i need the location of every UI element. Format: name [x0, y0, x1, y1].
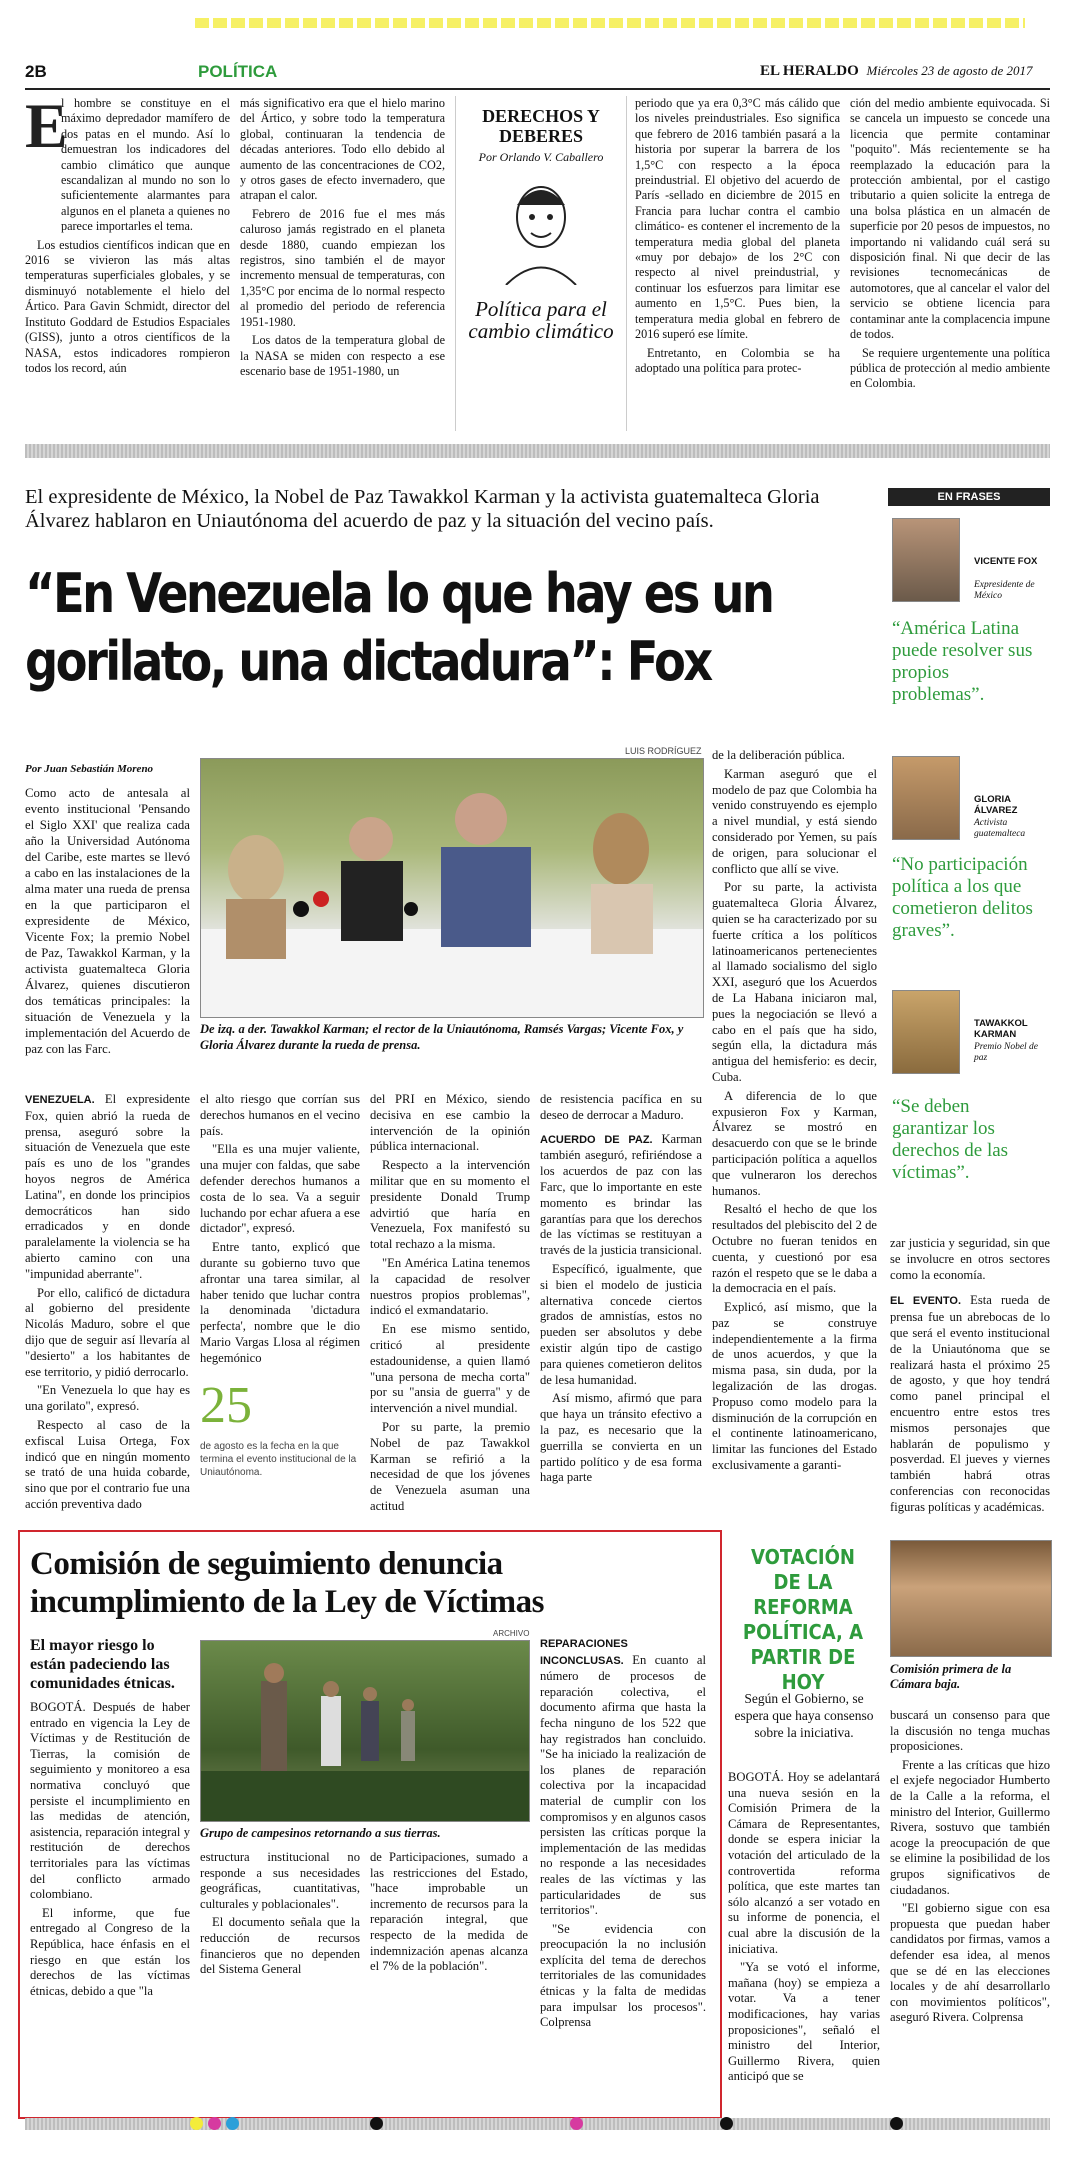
paragraph: BOGOTÁ. Hoy se adelantará una nueva sesión en la Comisión Primera de la Cámara de Representantes, donde se espera iniciar la votación del articulado de la controvertida reforma política, que este martes tan sólo alcanzó a ser votado en su informe de ponencia, el cual abre la discusión de la iniciativa.: [728, 1770, 880, 1956]
big-number: 25: [200, 1377, 252, 1434]
votacion-headline: VOTACIÓN DE LA REFORMA POLÍTICA, A PARTIR DE HOY: [742, 1545, 864, 1694]
paragraph: Como acto de antesala al evento institucional 'Pensando el Siglo XXI' que realiza cada año la Universidad Autónoma del Caribe, este martes se llevó a cabo en las instalaciones de la alma mater una rueda de prensa en la que participaron el expresidente de México, Vicente Fox; la premio Nobel de Paz, Tawakkol Karman, y la activista guatemalteca Gloria Álvarez, quienes discutieron dos temáticas principales: la situación de Venezuela y la implementación del Acuerdo de paz con las Farc.: [25, 786, 190, 1056]
victimas-caption: Grupo de campesinos retornando a sus tierras.: [200, 1826, 441, 1840]
comision-photo: [890, 1540, 1052, 1657]
issue-date: Miércoles 23 de agosto de 2017: [866, 63, 1033, 78]
portrait-alvarez: [892, 756, 960, 840]
paragraph: "Ya se votó el informe, mañana (hoy) se empieza a votar. Va a tener modificaciones, hay varias proposiciones", señaló el ministro del Interior, Guillermo Rivera, quien anticipó que se: [728, 1960, 880, 2084]
photo-credit: LUIS RODRÍGUEZ: [625, 746, 702, 756]
victimas-photo-credit: ARCHIVO: [493, 1629, 530, 1638]
paragraph-text: El expresidente Fox, quien abrió la rueda de prensa, aseguró sobre la situación de Venezuela que este país es uno de los "grandes hoyos negros de América Latina", en donde los principios democráticos han sido erradicados y en donde paralelamente la violencia se ha abierto camino con una "impunidad aberrante".: [25, 1092, 190, 1281]
paragraph: Resaltó el hecho de que los resultados del plebiscito del 2 de Octubre no fueran tenidos en cuenta, y cuestionó por esa razón el respeto que se le daba a la democracia en el país.: [712, 1202, 877, 1296]
column-text-1: [25, 90, 230, 379]
photo-caption: De izq. a der. Tawakkol Karman; el rector de la Uniautónoma, Ramsés Vargas; Vicente Fox, y Gloria Álvarez durante la rueda de prensa.: [200, 1022, 684, 1052]
votacion-col-1: [728, 1770, 880, 2088]
paragraph: Karman aseguró que el modelo de paz que Colombia ha venido construyendo es ejemplo a nivel mundial, y está siendo considerado por Yemen, su país de origen, para solucionar el conflicto que allí se vive.: [712, 766, 877, 876]
frase-role: Expresidente de México: [974, 580, 1035, 601]
frases-continuation: [890, 1236, 1050, 1519]
top-color-strip: [195, 18, 1025, 28]
frase-item-fox: [888, 506, 1050, 756]
paragraph: Explicó, así mismo, que la paz se construye independientemente a la firma de unos acuerdos, y que la misma pasa, sin duda, por la legalización de las drogas. Propuso como modelo para la disminución de la corrupción en el continente latinoamericano, limitar las funciones del Estado exclusivamente a garanti-: [712, 1300, 877, 1473]
column-text-4: [635, 96, 840, 379]
farmers-photo: [200, 1640, 530, 1822]
paragraph: de Participaciones, sumado a las restricciones del Estado, "hace improbable un incremento de recursos para la reparación integral, que respecto de la medida de indemnización apenas alcanza el 7% de la población".: [370, 1850, 528, 1974]
opinion-subtitle: Política para el cambio climático: [468, 297, 614, 343]
section-lead: ACUERDO DE PAZ.: [540, 1133, 653, 1146]
column-text-2: [240, 96, 445, 382]
frase-quote: “América Latina puede resolver sus propios problemas”.: [892, 618, 1033, 705]
frase-quote: “No participación política a los que cometieron delitos graves”.: [892, 854, 1033, 941]
paragraph-text: En cuanto al número de procesos de reparación colectiva, el documento afirma que hasta la fecha ninguno de los 522 que hay registrados han concluido. "Se ha iniciado la realización de los planes de reparación colectiva por la incapacidad material de cumplir con los compromisos y en algunos casos persisten las críticas porque la implementación de las medidas no responde a las necesidades reales de las víctimas y las particularidades de sus territorios".: [540, 1652, 706, 1918]
paragraph: Respecto a la intervención militar que en su momento el presidente Donald Trump advirtió que haría en Venezuela, Fox manifestó su total rechazo a la misma.: [370, 1158, 530, 1252]
paper-name: EL HERALDO: [760, 63, 859, 79]
page-number: 2B: [25, 62, 47, 81]
section-lead: EL EVENTO.: [890, 1295, 961, 1308]
paragraph: "En Venezuela lo que hay es una gorilato", expresó.: [25, 1383, 190, 1414]
paragraph: del PRI en México, siendo decisiva en ese cambio la intervención de la opinión pública internacional.: [370, 1092, 530, 1154]
opinion-title: DERECHOS Y DEBERES: [482, 106, 600, 146]
frase-quote: “Se deben garantizar los derechos de las víctimas”.: [892, 1096, 1009, 1183]
paragraph: [540, 1132, 702, 1259]
paragraph: de la deliberación pública.: [712, 748, 845, 762]
color-dot: [890, 2117, 903, 2130]
paragraph: Por ello, calificó de dictadura al gobierno del presidente Nicolás Maduro, sobre el que dijo que de seguir así llevaría al "desierto" a los habitantes de ese territorio, y pidió derrocarlo.: [25, 1285, 190, 1379]
paragraph: Frente a las críticas que hizo el exjefe negociador Humberto de la Calle a la reforma, el ministro del Interior, Guillermo Rivera, sostuvo que también acoge la preocupación de que se elimine la posibilidad de los grupos significativos de ciudadanos.: [890, 1757, 1050, 1897]
frase-name: VICENTE FOX: [974, 556, 1038, 567]
paragraph: El documento señala que la reducción de recursos financieros que no dependen del Sistema General: [200, 1915, 360, 1977]
paragraph: Específicó, igualmente, que si bien el modelo de justicia alternativa concede ciertos grados de amnistías, estos no pueden ser absolutos y debe existir algún tipo de castigo para quienes cometieron delitos de lesa humanidad.: [540, 1261, 702, 1387]
column-text-5: [850, 96, 1050, 395]
color-dot: [226, 2117, 239, 2130]
frases-title: EN FRASES: [888, 488, 1050, 506]
newspaper-name: [760, 63, 1033, 80]
frase-name: TAWAKKOL KARMAN: [974, 1018, 1028, 1040]
paragraph: Entre tanto, explicó que durante su gobierno tuvo que afrontar una tarea similar, al haber tenido que luchar contra la denominada 'dictadura perfecta', nombre que le dio Mario Vargas Llosa al régimen hegemónico: [200, 1240, 360, 1365]
paragraph: Febrero de 2016 fue el mes más caluroso jamás registrado en el planeta desde 1880, cuando empiezan los registros, sino también el de mayor incremento mensual de temperaturas, con 1,35°C por encima de lo normal respecto al promedio del periodo de referencia 1951-1980.: [240, 206, 445, 329]
body-col-3: [370, 1092, 530, 1518]
paragraph: Se requiere urgentemente una política pública de protección al medio ambiente en Colombia.: [850, 345, 1050, 391]
frase-item-alvarez: [888, 756, 1050, 996]
paragraph: [25, 1092, 190, 1283]
color-dot: [570, 2117, 583, 2130]
paragraph: El informe, que fue entregado al Congreso de la República, hace énfasis en el riesgo en que están los derechos de las víctimas étnicas, debido a que "la: [30, 1905, 190, 1998]
kicker: El expresidente de México, la Nobel de Paz Tawakkol Karman y la activista guatemalteca Gloria Álvarez hablaron en Uniautónoma del acuerdo de paz y la situación del vecino país.: [25, 486, 820, 532]
paragraph: Respecto al caso de la exfiscal Luisa Ortega, Fox indicó que en ningún momento se trató de una huida cobarde, sino que por el contrario fue una acción preventiva dado: [25, 1417, 190, 1511]
photo-figures: [201, 759, 703, 1017]
paragraph: A diferencia de lo que expusieron Fox y Karman, Álvarez se mostró en desacuerdo con que se le brinde participación política a aquellos que vulneraron los derechos humanos.: [712, 1088, 877, 1198]
registration-marks: [190, 2117, 1050, 2131]
photo-figures: [201, 1641, 529, 1821]
section-lead: VENEZUELA.: [25, 1094, 95, 1106]
votacion-deck: Según el Gobierno, se espera que haya consenso sobre la iniciativa.: [734, 1691, 874, 1740]
votacion-caption: Comisión primera de la Cámara baja.: [890, 1662, 1012, 1691]
frases-sidebar: [888, 488, 1050, 1216]
opinion-box: [455, 96, 627, 431]
paragraph: Entretanto, en Colombia se ha adoptado una política para protec-: [635, 345, 840, 375]
paragraph: En ese mismo sentido, criticó al presidente estadounidense, a quien llamó "una persona de mecha corta" por su "ansia de guerra" y de intervención a nivel mundial.: [370, 1322, 530, 1416]
big-number-text: de agosto es la fecha en la que termina el evento institucional de la Uniautónoma.: [200, 1441, 357, 1478]
paragraph: "En América Latina tenemos la capacidad de resolver nuestros propios problemas", indicó el exmandatario.: [370, 1255, 530, 1318]
frase-role: Activista guatemalteca: [974, 818, 1026, 839]
portrait-fox: [892, 518, 960, 602]
paragraph: Los datos de la temperatura global de la NASA se miden con respecto a ese escenario base de 1951-1980, un: [240, 333, 445, 378]
paragraph: Los estudios científicos indican que en 2016 se vivieron las más altas temperaturas superficiales globales, y se disminuyó notablemente el hielo del Ártico. Para Gavin Schmidt, director del Instituto Goddard de Estudios Espaciales (GISS), junto a otros científicos de la NASA, estos indicadores rompieron todos los record, aún: [25, 237, 230, 375]
paragraph: [890, 1293, 1050, 1515]
color-dot: [190, 2117, 203, 2130]
victimas-col-2: [200, 1850, 360, 1981]
victimas-col-1: [30, 1700, 190, 2002]
votacion-col-2: [890, 1708, 1050, 2029]
paragraph: l hombre se constituye en el máximo depredador mamífero de dos patas en el mundo. Así lo demuestran los indicadores del cambio climático que aunque escandalizan al mundo no son lo suficientemente alarmantes para algunos en el planeta a quienes no parece importarles el tema.: [61, 96, 230, 234]
paragraph-text: Esta rueda de prensa fue un abrebocas de lo que será el evento institucional de la Uniautónoma que se realizará hasta el próximo 25 de agosto, y que hoy tendrá como panel principal el encuentro entre estos tres mismos personajes que hablarán de populismo y posverdad. El jueves y viernes también habrá otras conferencias con reconocidas figuras políticas y académicas.: [890, 1293, 1050, 1514]
paragraph-text: Karman también aseguró, refiriéndose a los acuerdos de paz con las Farc, que lo importante en este momento es brindar las garantías para que los derechos de las víctimas se restituyan a través de la justicia transicional.: [540, 1131, 702, 1258]
paragraph: [540, 1636, 706, 1919]
press-conference-photo: [200, 758, 704, 1018]
body-col-2: [200, 1092, 360, 1370]
opinion-author: Por Orlando V. Caballero: [478, 150, 604, 164]
color-dot: [208, 2117, 221, 2130]
main-right-column: [712, 748, 877, 1477]
body-col-4: [540, 1092, 702, 1489]
paragraph: zar justicia y seguridad, sin que se involucre en otros sectores como la economía.: [890, 1236, 1050, 1282]
color-dot: [720, 2117, 733, 2130]
paragraph: Así mismo, afirmó que para que haya un tránsito efectivo a la paz, es necesario que la guerrilla se convierta en un partido político y de esa forma haga parte: [540, 1391, 702, 1485]
victimas-sub: El mayor riesgo lo están padeciendo las comunidades étnicas.: [30, 1637, 175, 1692]
section-name: POLÍTICA: [198, 62, 278, 81]
section-divider: [25, 444, 1050, 458]
body-col-1: [25, 1092, 190, 1516]
header-rule: [25, 88, 1050, 90]
dropcap: E: [25, 90, 68, 161]
victimas-headline: Comisión de seguimiento denuncia incumplimiento de la Ley de Víctimas: [30, 1546, 544, 1620]
victimas-col-3: [370, 1850, 528, 1978]
paragraph: Por su parte, la premio Nobel de paz Tawakkol Karman se refirió a la necesidad de que los jóvenes de Venezuela asuman una actitud: [370, 1419, 530, 1513]
paragraph: periodo que ya era 0,3°C más cálido que los niveles preindustriales. Eso significa que febrero de 2016 también pasará a la historia por superar la barrera de los 1,5°C con respecto a la época preindustrial. El objetivo del acuerdo de París -sellado en diciembre de 2015 en Francia para luchar contra el cambio climático- es contener el incremento de la temperatura media global del planeta «muy por debajo» de los 2°C con respecto al nivel preindustrial, y continuar los esfuerzos para limitar ese aumento en 1,5°C. Pues bien, la temperatura media global en febrero de 2016 superó ese límite.: [635, 96, 840, 342]
paragraph: de resistencia pacífica en su deseo de derrocar a Maduro.: [540, 1092, 702, 1122]
portrait-karman: [892, 990, 960, 1074]
paragraph: Por su parte, la activista guatemalteca Gloria Álvarez, quien se ha caracterizado por su fuerte crítica a los políticos latinoamericanos pertenecientes al llamado socialismo del siglo XXI, aseguró que los Acuerdos de La Habana iniciaron mal, pues la negociación se llevó a cabo en el país que ha sido, según ella, la dictadura más antigua del hemisferio: es decir, Cuba.: [712, 880, 877, 1084]
victimas-col-4: [540, 1636, 706, 2034]
paragraph: BOGOTÁ. Después de haber entrado en vigencia la Ley de Víctimas y de Restitución de Tierras, la comisión de seguimiento y monitoreo a esa normativa concluyó que persiste el incumplimiento en las medidas de atención, asistencia, reparación integral y restitución de derechos territoriales para las víctimas del conflicto armado colombiano.: [30, 1700, 190, 1902]
paragraph: "El gobierno sigue con esa propuesta que puedan haber candidatos por firmas, vamos a defender esa idea, al menos que se dé en las elecciones locales y de ahí desarrollarlo con movimientos políticos", aseguró Rivera. Colprensa: [890, 1901, 1050, 2025]
paragraph: el alto riesgo que corrían sus derechos humanos en el vecino país.: [200, 1092, 360, 1138]
paragraph: buscará un consenso para que la discusión no tenga muchas proposiciones.: [890, 1708, 1050, 1754]
paragraph: "Ella es una mujer valiente, una mujer con faldas, que sabe defender derechos humanos a costa de lo sea. Va a seguir luchando por echar afuera a ese dictador", expresó.: [200, 1142, 360, 1236]
frase-role: Premio Nobel de paz: [974, 1042, 1039, 1063]
section-lead: REPARACIONES INCONCLUSAS.: [540, 1638, 628, 1667]
paragraph: ción del medio ambiente equivocada. Si se cancela un impuesto se concede una licencia que permite contaminar "poquito". Más recientemente se ha reemplazado la educación para la protección ambiental, por el castigo tributario a quien solicite la entrega de una bolsa plástica en un almacén de superficie por 20 pesos de impuestos, no importando ni validando cuál será su disposición final. Ni que decir de las revisiones tecnomecánicas de automotores, que al cancelar el valor del servicio se obtiene licencia para contaminar ante la complacencia impune de todos.: [850, 96, 1050, 342]
color-dot: [370, 2117, 383, 2130]
main-byline: Por Juan Sebastián Moreno: [25, 763, 154, 775]
headline: “En Venezuela lo que hay es un gorilato, una dictadura”: Fox: [25, 562, 773, 693]
frase-item-karman: [888, 996, 1050, 1216]
main-intro: [25, 785, 190, 1060]
author-caricature: [491, 175, 591, 285]
paragraph: estructura institucional no responde a sus necesidades geográficas, cuantitativas, culturales y poblacionales".: [200, 1850, 360, 1911]
paragraph: "Se evidencia con preocupación la no inclusión explícita del tema de derechos territoriales de las comunidades étnicas y la falta de medidas para impulsar los procesos". Colprensa: [540, 1921, 706, 2030]
frase-name: GLORIA ÁLVAREZ: [974, 794, 1018, 816]
paragraph: más significativo era que el hielo marino del Ártico, y sobre todo la temperatura global, continuaran la tendencia de décadas anteriores. Todo ello debido al aumento de las concentraciones de CO2, y otros gases de efecto invernadero, que atrapan el calor.: [240, 96, 445, 203]
